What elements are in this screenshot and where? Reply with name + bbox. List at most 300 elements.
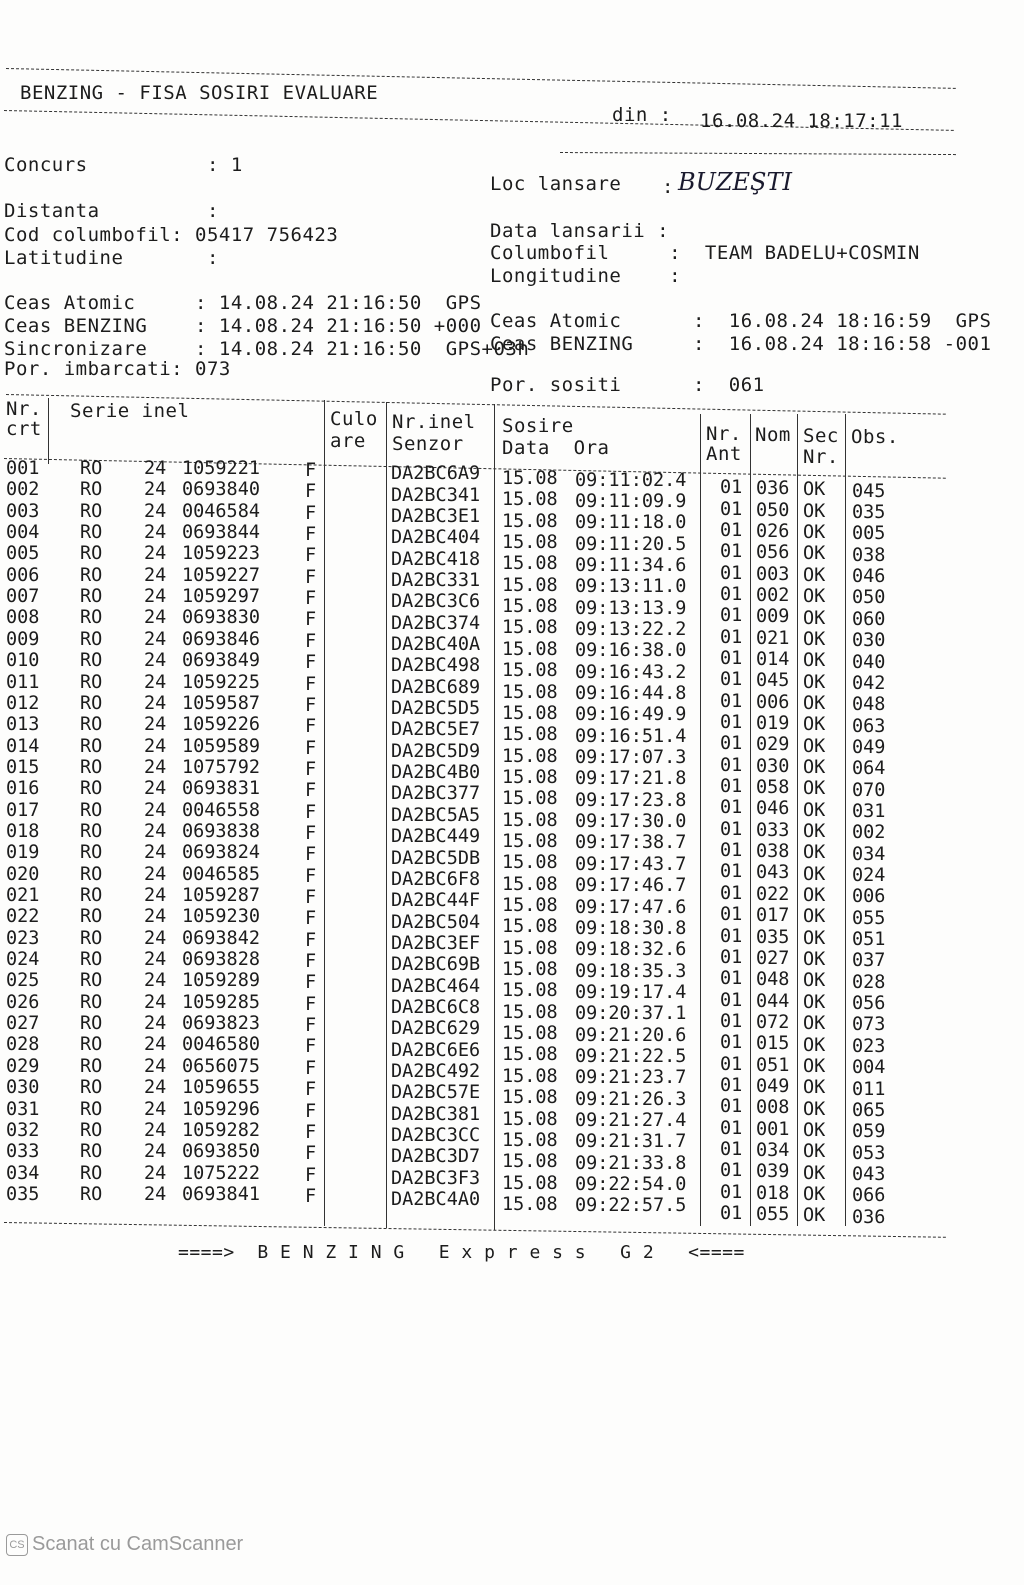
cell-ant: 01 <box>720 968 743 990</box>
cell-an: 24 <box>144 927 167 949</box>
cell-obs: 037 <box>852 950 886 972</box>
cell-inel: 0656075 <box>182 1055 260 1077</box>
cell-ora: 09:17:43.7 <box>575 853 687 875</box>
cell-crt: 003 <box>6 500 40 522</box>
cell-an: 24 <box>144 970 167 992</box>
cell-obs: 042 <box>852 672 886 694</box>
cell-crt: 034 <box>6 1162 40 1184</box>
cell-senzor: DA2BC498 <box>391 655 481 677</box>
cell-ant: 01 <box>720 541 743 563</box>
cell-tara: RO <box>80 991 103 1013</box>
cell-tara: RO <box>80 479 103 501</box>
cell-data: 15.08 <box>502 1044 558 1066</box>
cell-senzor: DA2BC5E7 <box>391 719 481 741</box>
cell-tara: RO <box>80 564 103 586</box>
cell-nom: 027 <box>756 947 790 969</box>
cell-sex: F <box>305 758 317 780</box>
cell-sex: F <box>305 673 317 695</box>
cell-senzor: DA2BC629 <box>391 1018 481 1040</box>
cell-data: 15.08 <box>502 788 558 810</box>
cell-inel: 1059221 <box>182 458 260 479</box>
cell-sec: OK <box>803 586 826 608</box>
cell-crt: 031 <box>6 1098 40 1120</box>
ceas-benzing-right: Ceas BENZING : 16.08.24 18:16:58 -001 <box>490 333 992 355</box>
cell-inel: 0693824 <box>182 842 260 864</box>
cell-sex: F <box>305 908 317 930</box>
cell-crt: 019 <box>6 842 40 864</box>
cell-obs: 065 <box>852 1099 886 1121</box>
cell-ant: 01 <box>720 861 743 883</box>
cell-an: 24 <box>144 885 167 906</box>
cell-inel: 1059289 <box>182 970 260 992</box>
cell-tara: RO <box>80 1141 103 1163</box>
cell-an: 24 <box>144 650 167 672</box>
cell-crt: 021 <box>6 885 40 906</box>
cell-sex: F <box>305 652 317 674</box>
cell-an: 24 <box>144 1119 167 1141</box>
loc-lansare-colon: : <box>662 176 674 198</box>
cell-data: 15.08 <box>502 617 558 639</box>
cell-data: 15.08 <box>502 745 558 767</box>
cell-ora: 09:16:44.8 <box>575 683 687 704</box>
cell-ora: 09:22:54.0 <box>575 1174 687 1196</box>
cell-ant: 01 <box>720 776 743 798</box>
cell-tara: RO <box>80 650 103 672</box>
cell-sex: F <box>305 844 317 866</box>
cell-senzor: DA2BC6C8 <box>391 996 481 1018</box>
cell-ora: 09:17:38.7 <box>575 832 687 854</box>
cell-data: 15.08 <box>502 1108 558 1130</box>
cell-obs: 055 <box>852 907 886 929</box>
cell-senzor: DA2BC492 <box>391 1061 481 1082</box>
cell-nom: 051 <box>756 1054 790 1076</box>
concurs-line: Concurs : 1 <box>4 154 243 176</box>
cell-senzor: DA2BC5D9 <box>391 740 481 762</box>
cell-inel: 1059223 <box>182 543 260 565</box>
cell-ant: 01 <box>720 605 743 627</box>
cell-inel: 1059655 <box>182 1077 260 1099</box>
cell-nom: 030 <box>756 755 790 777</box>
cell-sex: F <box>305 566 317 588</box>
cell-ora: 09:21:23.7 <box>575 1067 687 1089</box>
header-sec-2: Nr. <box>803 446 839 468</box>
cell-ora: 09:11:09.9 <box>575 490 687 512</box>
cell-senzor: DA2BC3F3 <box>391 1167 481 1189</box>
cell-sec: OK <box>803 1205 826 1227</box>
cell-sex: F <box>305 737 317 759</box>
latitudine-line: Latitudine : <box>4 247 219 269</box>
din-value: 16.08.24 18:17:11 <box>700 110 903 132</box>
cell-data: 15.08 <box>502 766 558 788</box>
cell-ora: 09:18:32.6 <box>575 939 687 961</box>
cell-an: 24 <box>144 1055 167 1077</box>
cell-ant: 01 <box>720 904 743 926</box>
cell-ant: 01 <box>720 797 743 819</box>
cell-sex: F <box>305 1185 317 1207</box>
cell-ora: 09:11:20.5 <box>575 533 687 555</box>
cell-crt: 002 <box>6 479 40 501</box>
cell-ora: 09:18:35.3 <box>575 960 687 982</box>
cell-sex: F <box>305 502 317 524</box>
header-nr-inel-1: Nr.inel <box>392 411 476 433</box>
cell-data: 15.08 <box>502 660 558 682</box>
cell-an: 24 <box>144 692 167 714</box>
cell-an: 24 <box>144 820 167 842</box>
cell-data: 15.08 <box>502 553 558 575</box>
ceas-atomic-left: Ceas Atomic : 14.08.24 21:16:50 GPS <box>4 292 482 314</box>
cell-crt: 004 <box>6 522 40 544</box>
cell-data: 15.08 <box>502 1129 558 1151</box>
cell-data: 15.08 <box>502 1087 558 1109</box>
cell-nom: 049 <box>756 1075 790 1097</box>
cell-inel: 0693823 <box>182 1013 260 1035</box>
cell-obs: 006 <box>852 886 886 908</box>
header-serie-inel: Serie inel <box>70 400 190 422</box>
cell-nom: 039 <box>756 1161 790 1183</box>
ceas-benzing-left: Ceas BENZING : 14.08.24 21:16:50 +000 <box>4 315 482 337</box>
cell-obs: 051 <box>852 929 886 951</box>
cell-nom: 002 <box>756 584 790 606</box>
cell-crt: 006 <box>6 564 40 586</box>
cell-sex: F <box>305 780 317 802</box>
cell-ora: 09:21:27.4 <box>575 1110 687 1131</box>
cell-tara: RO <box>80 714 103 736</box>
cell-data: 15.08 <box>502 916 558 938</box>
cell-sex: F <box>305 716 317 738</box>
cell-inel: 1059297 <box>182 586 260 608</box>
cell-crt: 033 <box>6 1141 40 1163</box>
cell-an: 24 <box>144 778 167 800</box>
camscanner-watermark <box>6 1533 243 1556</box>
cell-data: 15.08 <box>502 959 558 981</box>
cell-data: 15.08 <box>502 873 558 895</box>
cell-an: 24 <box>144 1141 167 1163</box>
cell-sec: OK <box>803 1013 826 1035</box>
cell-senzor: DA2BC464 <box>391 975 481 997</box>
cell-crt: 035 <box>6 1183 40 1205</box>
cell-obs: 028 <box>852 971 886 993</box>
cell-an: 24 <box>144 628 167 650</box>
cell-nom: 043 <box>756 862 790 884</box>
cell-crt: 024 <box>6 949 40 971</box>
cell-tara: RO <box>80 735 103 757</box>
cell-crt: 027 <box>6 1013 40 1035</box>
cell-ora: 09:17:21.8 <box>575 768 687 790</box>
cell-inel: 0693840 <box>182 479 260 501</box>
camscanner-text: Scanat cu CamScanner <box>32 1533 244 1555</box>
cell-ant: 01 <box>720 1181 743 1203</box>
cell-sec: OK <box>803 1162 826 1184</box>
cell-tara: RO <box>80 756 103 778</box>
cell-ant: 01 <box>720 925 743 947</box>
cell-an: 24 <box>144 586 167 608</box>
cell-ora: 09:17:23.8 <box>575 789 687 811</box>
cell-ant: 01 <box>720 1010 743 1032</box>
cell-crt: 020 <box>6 863 40 885</box>
cell-data: 15.08 <box>502 895 558 917</box>
cell-senzor: DA2BC5DB <box>391 847 481 869</box>
cell-sec: OK <box>803 714 826 736</box>
cell-tara: RO <box>80 927 103 949</box>
cell-obs: 066 <box>852 1185 886 1207</box>
header-sec-1: Sec <box>803 425 839 447</box>
cell-ora: 09:16:38.0 <box>575 640 687 662</box>
cell-tara: RO <box>80 692 103 714</box>
cell-data: 15.08 <box>502 596 558 618</box>
cell-senzor: DA2BC377 <box>391 783 481 805</box>
cell-inel: 0693838 <box>182 820 260 842</box>
cell-an: 24 <box>144 500 167 522</box>
cell-ora: 09:20:37.1 <box>575 1003 687 1025</box>
cell-data: 15.08 <box>502 532 558 554</box>
cell-inel: 0046580 <box>182 1034 260 1056</box>
cell-sec: OK <box>803 778 826 800</box>
cell-obs: 050 <box>852 587 886 609</box>
cell-an: 24 <box>144 458 167 479</box>
cell-data: 15.08 <box>502 980 558 1002</box>
cell-ora: 09:16:49.9 <box>575 704 687 726</box>
cell-inel: 1059587 <box>182 692 260 714</box>
cell-crt: 017 <box>6 799 40 821</box>
cell-sex: F <box>305 588 317 610</box>
cell-data: 15.08 <box>502 681 558 703</box>
cell-senzor: DA2BC504 <box>391 911 481 933</box>
cell-an: 24 <box>144 1034 167 1056</box>
cell-crt: 030 <box>6 1077 40 1099</box>
cell-ora: 09:22:57.5 <box>575 1195 687 1217</box>
cell-tara: RO <box>80 607 103 629</box>
header-nr-ant-1: Nr. <box>706 423 742 445</box>
sheet-title: BENZING - FISA SOSIRI EVALUARE <box>20 82 379 104</box>
cell-ora: 09:17:07.3 <box>575 747 687 769</box>
cell-data: 15.08 <box>502 724 558 746</box>
cell-crt: 026 <box>6 991 40 1013</box>
cell-tara: RO <box>80 1183 103 1205</box>
cell-an: 24 <box>144 991 167 1013</box>
cell-nom: 015 <box>756 1033 790 1055</box>
sincronizare-line: Sincronizare : 14.08.24 21:16:50 GPS+03h <box>4 338 530 360</box>
cell-sec: OK <box>803 970 826 992</box>
cell-ant: 01 <box>720 626 743 648</box>
cell-crt: 010 <box>6 650 40 672</box>
cell-sec: OK <box>803 842 826 864</box>
cell-ant: 01 <box>720 989 743 1011</box>
cell-ora: 09:21:31.7 <box>575 1131 687 1153</box>
cell-obs: 011 <box>852 1078 886 1100</box>
cell-data: 15.08 <box>502 1172 558 1194</box>
cell-ora: 09:21:22.5 <box>575 1045 687 1067</box>
cell-sec: OK <box>803 671 826 693</box>
cell-sex: F <box>305 951 317 973</box>
cell-crt: 005 <box>6 543 40 565</box>
cell-an: 24 <box>144 799 167 821</box>
cell-ant: 01 <box>720 669 743 691</box>
cell-ora: 09:17:46.7 <box>575 875 687 897</box>
cell-data: 15.08 <box>502 702 558 724</box>
cell-sex: F <box>305 1143 317 1165</box>
cell-sec: OK <box>803 1119 826 1141</box>
cell-sex: F <box>305 1057 317 1079</box>
header-culoare-1: Culo <box>330 408 378 430</box>
cell-ant: 01 <box>720 1117 743 1139</box>
cell-senzor: DA2BC44F <box>391 890 481 912</box>
cell-sex: F <box>305 865 317 887</box>
cell-data: 15.08 <box>502 1065 558 1087</box>
cell-sex: F <box>305 1121 317 1143</box>
cell-nom: 050 <box>756 499 790 521</box>
columbofil-line: Columbofil : TEAM BADELU+COSMIN <box>490 242 920 264</box>
cell-data: 15.08 <box>502 1151 558 1173</box>
cell-ora: 09:21:20.6 <box>575 1024 687 1046</box>
cell-ant: 01 <box>720 690 743 712</box>
cell-sex: F <box>305 460 317 482</box>
cell-inel: 0693830 <box>182 607 260 629</box>
din-label: din : <box>612 104 672 126</box>
cell-crt: 001 <box>6 458 40 479</box>
cell-inel: 1059287 <box>182 885 260 906</box>
cell-obs: 035 <box>852 502 886 524</box>
cell-obs: 045 <box>852 480 886 502</box>
ceas-atomic-right: Ceas Atomic : 16.08.24 18:16:59 GPS <box>490 310 992 332</box>
cell-ant: 01 <box>720 1160 743 1182</box>
cell-senzor: DA2BC3CC <box>391 1125 481 1147</box>
cell-an: 24 <box>144 863 167 885</box>
cell-tara: RO <box>80 842 103 864</box>
cell-nom: 033 <box>756 819 790 841</box>
cell-sec: OK <box>803 1077 826 1099</box>
cell-nom: 018 <box>756 1182 790 1204</box>
cell-obs: 048 <box>852 694 886 716</box>
cell-senzor: DA2BC341 <box>391 484 481 506</box>
cell-crt: 018 <box>6 820 40 842</box>
cell-inel: 0693849 <box>182 650 260 672</box>
cell-nom: 055 <box>756 1204 790 1226</box>
por-sositi-line: Por. sositi : 061 <box>490 374 765 396</box>
cell-an: 24 <box>144 906 167 928</box>
cell-obs: 030 <box>852 630 886 652</box>
cell-obs: 031 <box>852 800 886 822</box>
cell-data: 15.08 <box>502 574 558 596</box>
cell-nom: 044 <box>756 990 790 1012</box>
cell-data: 15.08 <box>502 489 558 511</box>
cell-ant: 01 <box>720 1074 743 1096</box>
header-nom: Nom <box>755 424 791 446</box>
cell-tara: RO <box>80 949 103 971</box>
header-obs: Obs. <box>851 426 899 448</box>
cell-an: 24 <box>144 756 167 778</box>
cell-sec: OK <box>803 479 826 501</box>
cell-obs: 043 <box>852 1163 886 1185</box>
loc-lansare-label: Loc lansare <box>490 173 622 195</box>
cell-sex: F <box>305 1036 317 1058</box>
cell-sec: OK <box>803 650 826 672</box>
header-sosire-1: Sosire <box>502 415 574 437</box>
cell-sec: OK <box>803 692 826 714</box>
cell-sec: OK <box>803 735 826 757</box>
cell-data: 15.08 <box>502 638 558 660</box>
cell-tara: RO <box>80 500 103 522</box>
cell-ora: 09:13:11.0 <box>575 576 687 598</box>
cell-crt: 022 <box>6 906 40 928</box>
cod-columbofil-line: Cod columbofil: 05417 756423 <box>4 224 339 246</box>
cell-senzor: DA2BC6E6 <box>391 1039 481 1061</box>
cell-nom: 022 <box>756 883 790 905</box>
cell-ant: 01 <box>720 1139 743 1161</box>
cell-sex: F <box>305 694 317 716</box>
cell-ora: 09:17:30.0 <box>575 811 687 833</box>
cell-inel: 1059225 <box>182 671 260 693</box>
cell-crt: 029 <box>6 1055 40 1077</box>
cell-ant: 01 <box>720 754 743 776</box>
header-nr-ant-2: Ant <box>706 443 742 465</box>
cell-senzor: DA2BC4A0 <box>391 1189 481 1211</box>
cell-crt: 011 <box>6 671 40 693</box>
cell-ant: 01 <box>720 1032 743 1054</box>
cell-ant: 01 <box>720 840 743 862</box>
cell-data: 15.08 <box>502 1001 558 1023</box>
col-divider-crt <box>48 398 49 464</box>
cell-sex: F <box>305 801 317 823</box>
cell-ora: 09:16:43.2 <box>575 661 687 683</box>
cell-ant: 01 <box>720 733 743 755</box>
cell-an: 24 <box>144 842 167 864</box>
cell-tara: RO <box>80 522 103 544</box>
cell-crt: 012 <box>6 692 40 714</box>
cell-an: 24 <box>144 543 167 565</box>
cell-inel: 0693846 <box>182 628 260 650</box>
cell-ant: 01 <box>720 562 743 584</box>
cell-inel: 1075792 <box>182 756 260 778</box>
cell-sec: OK <box>803 799 826 821</box>
cell-an: 24 <box>144 949 167 971</box>
cell-senzor: DA2BC3C6 <box>391 591 481 613</box>
cell-inel: 0693842 <box>182 927 260 949</box>
benzing-footer: ====> B E N Z I N G E x p r e s s G 2 <==== <box>178 1242 745 1263</box>
cell-sex: F <box>305 481 317 503</box>
cell-obs: 073 <box>852 1014 886 1036</box>
cell-data: 15.08 <box>502 852 558 874</box>
cell-sec: OK <box>803 500 826 522</box>
cell-tara: RO <box>80 586 103 608</box>
cell-obs: 002 <box>852 822 886 844</box>
cell-nom: 058 <box>756 777 790 799</box>
longitudine-line: Longitudine : <box>490 265 682 287</box>
cell-tara: RO <box>80 906 103 928</box>
cell-tara: RO <box>80 1013 103 1035</box>
header-nr-inel-2: Senzor <box>392 433 464 455</box>
cell-inel: 0046558 <box>182 799 260 821</box>
cell-sec: OK <box>803 564 826 586</box>
cell-an: 24 <box>144 564 167 586</box>
cell-sec: OK <box>803 1141 826 1163</box>
cell-ant: 01 <box>720 477 743 499</box>
header-nr-crt-2: crt <box>6 418 42 440</box>
cell-sec: OK <box>803 543 826 565</box>
cell-senzor: DA2BC374 <box>391 612 481 634</box>
cell-nom: 008 <box>756 1097 790 1119</box>
cell-ora: 09:18:30.8 <box>575 917 687 939</box>
header-nr-crt-1: Nr. <box>6 398 42 420</box>
cell-sec: OK <box>803 1034 826 1056</box>
cell-nom: 048 <box>756 969 790 991</box>
cell-data: 15.08 <box>502 809 558 831</box>
cell-an: 24 <box>144 522 167 544</box>
cell-ant: 01 <box>720 1096 743 1118</box>
cell-nom: 006 <box>756 691 790 713</box>
cell-an: 24 <box>144 479 167 501</box>
cell-sex: F <box>305 609 317 631</box>
camscanner-logo-icon: CS <box>6 1534 28 1556</box>
